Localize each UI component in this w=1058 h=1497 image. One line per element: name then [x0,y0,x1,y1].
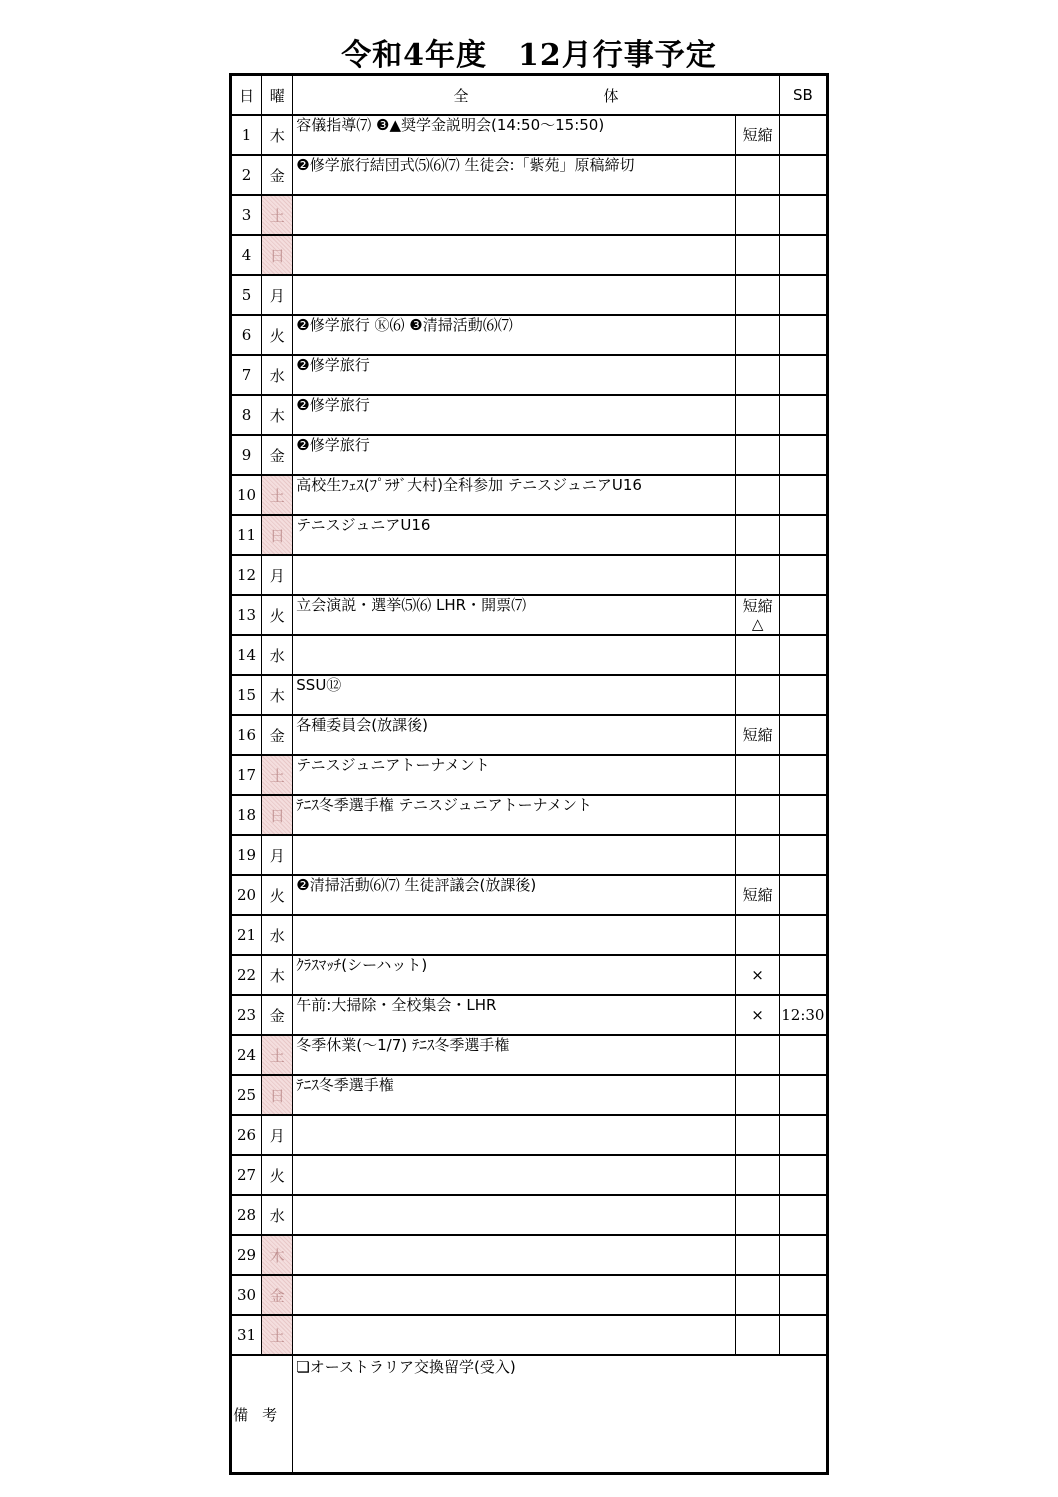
event-text: ❷修学旅行 [293,395,736,435]
day-number: 12 [231,555,262,595]
header-all: 全 体 [293,75,779,116]
event-text: 立会演説・選挙⑸⑹ LHR・開票⑺ [293,595,736,635]
sb-text [779,795,827,835]
schedule-row [231,155,828,195]
sb-text [779,355,827,395]
day-number: 25 [231,1075,262,1115]
day-number: 30 [231,1275,262,1315]
sb-text [779,115,827,155]
sb-text [779,715,827,755]
day-number: 18 [231,795,262,835]
event-text: ﾃﾆｽ冬季選手権 [293,1075,736,1115]
event-text [293,1195,736,1235]
sb-text [779,675,827,715]
schedule-row [231,235,828,275]
event-text [293,835,736,875]
weekday: 金 [262,715,293,755]
schedule-row [231,1035,828,1075]
note-text [736,1075,779,1115]
sb-text [779,475,827,515]
note-text [736,1315,779,1355]
day-number: 21 [231,915,262,955]
schedule-row [231,635,828,675]
day-number: 29 [231,1235,262,1275]
weekday: 土 [262,475,293,515]
weekday: 月 [262,835,293,875]
sb-text [779,1115,827,1155]
day-number: 1 [231,115,262,155]
schedule-row [231,1155,828,1195]
event-text: ❷修学旅行 Ⓚ⑹ ❸清掃活動⑹⑺ [293,315,736,355]
event-text: 各種委員会(放課後) [293,715,736,755]
schedule-row [231,115,828,155]
schedule-row [231,315,828,355]
weekday: 日 [262,795,293,835]
event-text: ❷清掃活動⑹⑺ 生徒評議会(放課後) [293,875,736,915]
event-text: SSU⑫ [293,675,736,715]
weekday: 金 [262,435,293,475]
weekday: 木 [262,955,293,995]
schedule-row [231,1195,828,1235]
day-number: 3 [231,195,262,235]
note-text: × [736,995,779,1035]
event-text: ❷修学旅行結団式⑸⑹⑺ 生徒会:「紫苑」原稿締切 [293,155,736,195]
event-text: ｸﾗｽﾏｯﾁ(シーハット) [293,955,736,995]
note-text: 短縮 △ [736,595,779,635]
remarks-label: 備考 [231,1355,293,1474]
day-number: 7 [231,355,262,395]
note-text [736,355,779,395]
schedule-row [231,995,828,1035]
sb-text [779,755,827,795]
sb-text [779,555,827,595]
day-number: 5 [231,275,262,315]
day-number: 13 [231,595,262,635]
sb-text [779,315,827,355]
note-text [736,435,779,475]
weekday: 月 [262,555,293,595]
weekday: 金 [262,995,293,1035]
event-text [293,235,736,275]
event-text: 高校生ﾌｪｽ(ﾌﾟﾗｻﾞ大村)全科参加 テニスジュニアU16 [293,475,736,515]
day-number: 31 [231,1315,262,1355]
schedule-row [231,1275,828,1315]
schedule-row [231,755,828,795]
day-number: 19 [231,835,262,875]
day-number: 27 [231,1155,262,1195]
sb-text [779,515,827,555]
table-header-row [231,75,828,116]
weekday: 木 [262,115,293,155]
day-number: 8 [231,395,262,435]
schedule-row [231,1075,828,1115]
day-number: 14 [231,635,262,675]
note-text [736,1275,779,1315]
event-text [293,1115,736,1155]
day-number: 4 [231,235,262,275]
sb-text [779,835,827,875]
weekday: 日 [262,515,293,555]
note-text [736,835,779,875]
note-text [736,635,779,675]
day-number: 6 [231,315,262,355]
weekday: 木 [262,675,293,715]
schedule-row [231,555,828,595]
schedule-table [229,73,829,1475]
sb-text [779,1035,827,1075]
weekday: 火 [262,315,293,355]
sb-text [779,435,827,475]
schedule-row [231,595,828,635]
day-number: 22 [231,955,262,995]
schedule-row [231,355,828,395]
weekday: 日 [262,1075,293,1115]
weekday: 木 [262,1235,293,1275]
schedule-row [231,675,828,715]
weekday: 金 [262,155,293,195]
day-number: 10 [231,475,262,515]
weekday: 火 [262,595,293,635]
page-title: 令和4年度 12月行事予定 [341,38,717,73]
note-text [736,315,779,355]
event-text [293,1275,736,1315]
schedule-row [231,835,828,875]
sb-text [779,155,827,195]
weekday: 水 [262,355,293,395]
sb-text [779,1075,827,1115]
header-weekday: 曜 [262,75,293,116]
schedule-row [231,275,828,315]
header-sb: SB [779,75,827,116]
day-number: 2 [231,155,262,195]
weekday: 土 [262,755,293,795]
event-text: テニスジュニアトーナメント [293,755,736,795]
sb-text [779,1235,827,1275]
day-number: 23 [231,995,262,1035]
weekday: 金 [262,1275,293,1315]
day-number: 24 [231,1035,262,1075]
schedule-row [231,715,828,755]
event-text: 午前:大掃除・全校集会・LHR [293,995,736,1035]
weekday: 火 [262,1155,293,1195]
sb-text: 12:30 [779,995,827,1035]
weekday: 日 [262,235,293,275]
event-text [293,275,736,315]
note-text [736,675,779,715]
day-number: 17 [231,755,262,795]
sb-text [779,955,827,995]
event-text [293,1315,736,1355]
note-text [736,1195,779,1235]
sb-text [779,595,827,635]
schedule-row [231,515,828,555]
schedule-row [231,1315,828,1355]
weekday: 水 [262,1195,293,1235]
note-text [736,235,779,275]
day-number: 11 [231,515,262,555]
sb-text [779,1315,827,1355]
sb-text [779,1275,827,1315]
sb-text [779,395,827,435]
schedule-row [231,1235,828,1275]
weekday: 月 [262,275,293,315]
schedule-row [231,1115,828,1155]
event-text: テニスジュニアU16 [293,515,736,555]
weekday: 土 [262,1035,293,1075]
note-text: × [736,955,779,995]
sb-text [779,635,827,675]
note-text [736,795,779,835]
note-text: 短縮 [736,715,779,755]
event-text [293,555,736,595]
weekday: 土 [262,195,293,235]
note-text [736,1235,779,1275]
note-text [736,555,779,595]
schedule-row [231,395,828,435]
sb-text [779,1195,827,1235]
schedule-row [231,875,828,915]
day-number: 26 [231,1115,262,1155]
event-text: ❷修学旅行 [293,355,736,395]
event-text [293,1155,736,1195]
note-text [736,475,779,515]
schedule-row [231,475,828,515]
schedule-row [231,195,828,235]
sb-text [779,275,827,315]
weekday: 火 [262,875,293,915]
note-text [736,155,779,195]
sb-text [779,875,827,915]
schedule-row [231,915,828,955]
note-text [736,195,779,235]
header-day: 日 [231,75,262,116]
day-number: 9 [231,435,262,475]
event-text: ﾃﾆｽ冬季選手権 テニスジュニアトーナメント [293,795,736,835]
note-text [736,755,779,795]
schedule-row [231,435,828,475]
remarks-row [231,1355,828,1474]
day-number: 28 [231,1195,262,1235]
weekday: 土 [262,1315,293,1355]
day-number: 20 [231,875,262,915]
note-text: 短縮 [736,115,779,155]
event-text: 容儀指導⑺ ❸▲奨学金説明会(14:50～15:50) [293,115,736,155]
weekday: 木 [262,395,293,435]
note-text: 短縮 [736,875,779,915]
event-text: 冬季休業(～1/7) ﾃﾆｽ冬季選手権 [293,1035,736,1075]
event-text: ❷修学旅行 [293,435,736,475]
note-text [736,915,779,955]
event-text [293,195,736,235]
sb-text [779,915,827,955]
weekday: 月 [262,1115,293,1155]
note-text [736,1115,779,1155]
day-number: 15 [231,675,262,715]
note-text [736,395,779,435]
schedule-row [231,955,828,995]
schedule-row [231,795,828,835]
event-text [293,915,736,955]
note-text [736,1035,779,1075]
note-text [736,275,779,315]
note-text [736,1155,779,1195]
sb-text [779,195,827,235]
sb-text [779,1155,827,1195]
event-text [293,1235,736,1275]
note-text [736,515,779,555]
event-text [293,635,736,675]
sb-text [779,235,827,275]
weekday: 水 [262,635,293,675]
weekday: 水 [262,915,293,955]
remarks-text: ❏オーストラリア交換留学(受入) [293,1355,828,1474]
day-number: 16 [231,715,262,755]
